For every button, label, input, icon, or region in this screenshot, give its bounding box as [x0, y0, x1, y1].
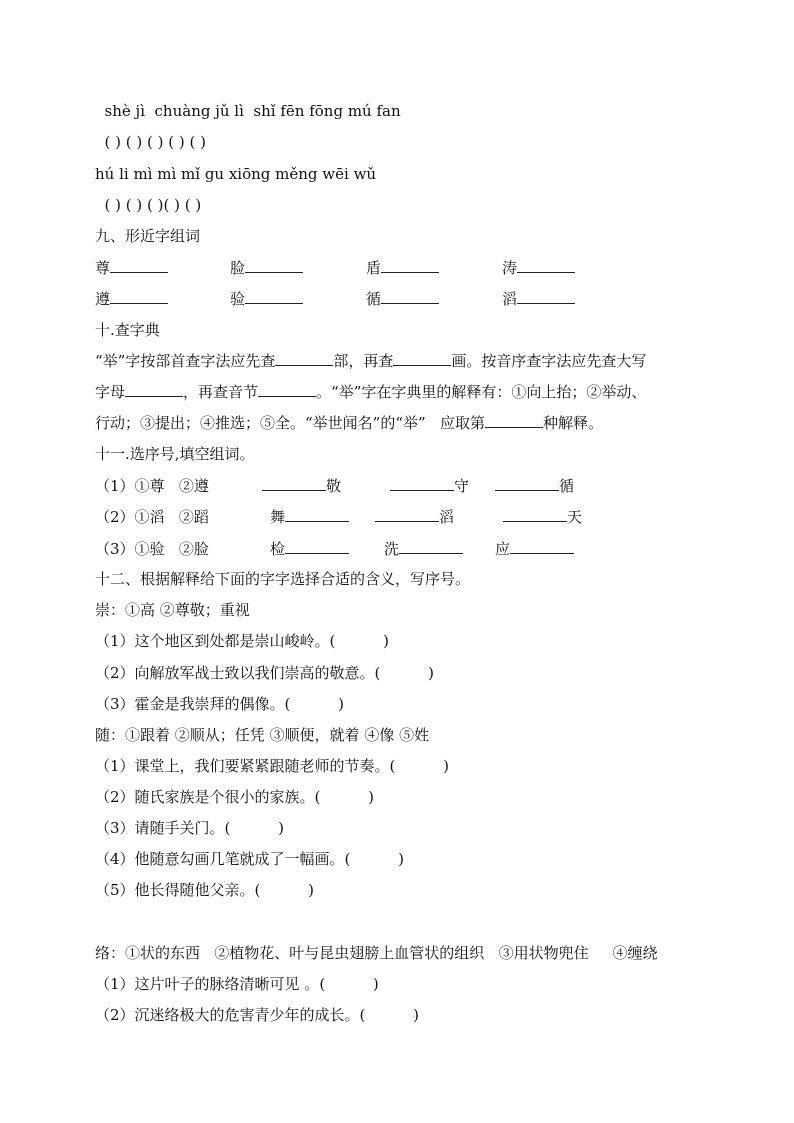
answer-blank[interactable] — [245, 289, 303, 304]
meaning-blank[interactable] — [485, 413, 543, 428]
word-cell: 滔 — [502, 289, 575, 309]
fill-cell: 舞 — [270, 507, 349, 527]
pinyin-row-2: hú li mì mì mǐ gu xiōng měng wēi wǔ — [95, 165, 377, 183]
word-cell: 涛 — [502, 258, 575, 278]
word-cell: 脸 — [230, 258, 303, 278]
answer-blank[interactable] — [285, 507, 349, 522]
pinyin-paren-row-2: ( ) ( ) ( )( ) ( ) — [95, 196, 202, 214]
fill-cell: 敬 — [262, 476, 341, 496]
word-cell: 验 — [230, 289, 303, 309]
stroke-blank[interactable] — [393, 351, 451, 366]
choice-label: （1）①尊 ②遵 — [95, 477, 209, 495]
choice-label: （3）①验 ②脸 — [95, 540, 209, 558]
pinyin-row-1: shè jì chuàng jǔ lì shǐ fēn fōng mú fan — [95, 102, 401, 120]
answer-blank[interactable] — [375, 507, 439, 522]
answer-blank[interactable] — [110, 258, 168, 273]
dictionary-line-2: 字母 ，再查音节 。“举”字在字典里的解释有：①向上抬；②举动、 — [95, 383, 647, 401]
letter-blank[interactable] — [125, 382, 183, 397]
fill-cell: 应 — [495, 539, 574, 559]
sui-definition: 随：①跟着 ②顺从；任凭 ③顺便，就着 ④像 ⑤姓 — [95, 726, 430, 744]
answer-blank[interactable] — [495, 476, 559, 491]
word-cell: 尊 — [95, 258, 168, 278]
pinyin-paren-row-1: ( ) ( ) ( ) ( ) ( ) — [95, 133, 206, 151]
dictionary-line-1: “举”字按部首查字法应先查 部，再查 画。按音序查字法应先查大写 — [95, 352, 647, 370]
question-item[interactable]: （1）这个地区到处都是崇山峻岭。( ) — [95, 632, 389, 650]
question-item[interactable]: （3）请随手关门。( ) — [95, 819, 284, 837]
choice-label: （2）①滔 ②蹈 — [95, 508, 209, 526]
word-cell: 盾 — [366, 258, 439, 278]
question-item[interactable]: （2）随氏家族是个很小的家族。( ) — [95, 788, 374, 806]
question-item[interactable]: （2）沉迷络极大的危害青少年的成长。( ) — [95, 1006, 419, 1024]
answer-blank[interactable] — [517, 258, 575, 273]
question-item[interactable]: （2）向解放军战士致以我们崇高的敬意。( ) — [95, 664, 434, 682]
question-item[interactable]: （4）他随意勾画几笔就成了一幅画。( ) — [95, 850, 404, 868]
syllable-blank[interactable] — [258, 382, 316, 397]
question-item[interactable]: （3）霍金是我崇拜的偶像。( ) — [95, 695, 344, 713]
answer-blank[interactable] — [245, 258, 303, 273]
fill-cell: 滔 — [375, 507, 454, 527]
answer-blank[interactable] — [285, 539, 349, 554]
question-item[interactable]: （1）这片叶子的脉络清晰可见 。( ) — [95, 975, 379, 993]
fill-cell: 天 — [503, 507, 582, 527]
answer-blank[interactable] — [517, 289, 575, 304]
answer-blank[interactable] — [381, 289, 439, 304]
section-11-title: 十一.选序号,填空组词。 — [95, 445, 255, 463]
section-12-title: 十二、根据解释给下面的字字选择合适的含义，写序号。 — [95, 570, 471, 588]
section-10-title: 十.查字典 — [95, 321, 160, 339]
word-cell: 循 — [366, 289, 439, 309]
answer-blank[interactable] — [110, 289, 168, 304]
chong-definition: 崇：①高 ②尊敬；重视 — [95, 601, 250, 619]
dictionary-line-3: 行动；③提出；④推选；⑤全。“举世闻名”的“举” 应取第 种解释。 — [95, 414, 603, 432]
answer-blank[interactable] — [510, 539, 574, 554]
fill-cell: 检 — [270, 539, 349, 559]
answer-blank[interactable] — [381, 258, 439, 273]
luo-definition: 络：①状的东西 ②植物花、叶与昆虫翅膀上血管状的组织 ③用状物兜住 ④缠绕 — [95, 944, 658, 962]
answer-blank[interactable] — [390, 476, 454, 491]
fill-cell: 循 — [495, 476, 574, 496]
fill-cell: 洗 — [384, 539, 463, 559]
answer-blank[interactable] — [503, 507, 567, 522]
radical-blank[interactable] — [275, 351, 333, 366]
question-item[interactable]: （1）课堂上，我们要紧紧跟随老师的节奏。( ) — [95, 757, 449, 775]
question-item[interactable]: （5）他长得随他父亲。( ) — [95, 881, 314, 899]
word-cell: 遵 — [95, 289, 168, 309]
answer-blank[interactable] — [399, 539, 463, 554]
fill-cell: 守 — [390, 476, 469, 496]
answer-blank[interactable] — [262, 476, 326, 491]
section-9-title: 九、形近字组词 — [95, 227, 201, 245]
